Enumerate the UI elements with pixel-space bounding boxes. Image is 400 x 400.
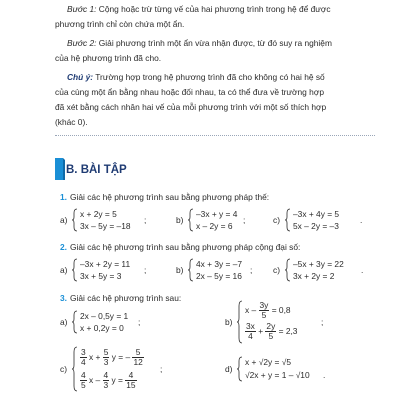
denominator: 15 bbox=[126, 380, 136, 391]
brace-icon bbox=[285, 208, 291, 232]
step1-label: Bước 1: bbox=[67, 4, 97, 14]
exercise-2-number: 2. bbox=[60, 242, 67, 252]
item-tag: b) bbox=[176, 215, 184, 225]
fraction bbox=[132, 348, 143, 367]
intro-note bbox=[55, 70, 375, 130]
item-end: ; bbox=[243, 215, 246, 225]
equation: √2x + y = 1 – √10 bbox=[245, 370, 310, 380]
note-line1: Trường hợp trong hệ phương trình đã cho không có hai hệ số bbox=[93, 72, 325, 82]
exercise-3-prompt bbox=[60, 293, 181, 303]
fraction bbox=[103, 371, 110, 390]
exercise-2-prompt bbox=[60, 242, 300, 252]
item-end: ; bbox=[144, 215, 147, 225]
item-tag: c) bbox=[273, 265, 280, 275]
numerator: 2y bbox=[266, 321, 276, 332]
equation bbox=[80, 346, 144, 369]
term: x – bbox=[245, 305, 257, 315]
item-end: ; bbox=[138, 317, 141, 327]
term: y = bbox=[111, 375, 123, 385]
item-end: ; bbox=[321, 317, 324, 327]
numerator: 5 bbox=[132, 348, 143, 358]
fraction bbox=[125, 371, 136, 390]
item-tag: c) bbox=[60, 364, 67, 374]
denominator: 5 bbox=[81, 380, 86, 391]
numerator: 4 bbox=[125, 371, 136, 381]
note-label: Chú ý: bbox=[67, 72, 94, 82]
exercise-3-text: Giải các hệ phương trình sau: bbox=[70, 293, 182, 303]
intro-step1 bbox=[55, 2, 375, 32]
exercise-2-text: Giải các hệ phương trình sau bằng phương pháp cộng đại số: bbox=[70, 242, 301, 252]
term: + bbox=[258, 326, 264, 336]
equation: 4x + 3y = –7 bbox=[196, 259, 243, 269]
brace-icon bbox=[285, 258, 291, 282]
exercise-2b bbox=[176, 258, 266, 282]
step2-label: Bước 2: bbox=[67, 38, 97, 48]
term: = 0,8 bbox=[271, 305, 291, 315]
numerator: 5 bbox=[103, 347, 109, 358]
exercise-1-text: Giải các hệ phương trình sau bằng phương pháp thế: bbox=[70, 192, 270, 202]
item-end: . bbox=[361, 265, 364, 275]
brace-icon bbox=[72, 258, 78, 282]
equation: –3x + 2y = 11 bbox=[80, 259, 131, 269]
item-end: . bbox=[323, 369, 326, 380]
equation bbox=[245, 321, 297, 342]
denominator: 4 bbox=[81, 357, 86, 368]
denominator: 3 bbox=[103, 357, 109, 368]
fraction bbox=[259, 301, 270, 320]
exercise-3a bbox=[60, 310, 160, 334]
exercise-3d bbox=[225, 356, 335, 382]
brace-icon bbox=[72, 310, 78, 334]
section-divider bbox=[55, 135, 375, 136]
numerator: 3y bbox=[259, 300, 269, 311]
brace-icon bbox=[188, 258, 194, 282]
exercise-1a bbox=[60, 208, 160, 232]
brace-icon bbox=[72, 208, 78, 232]
exercise-2c bbox=[273, 258, 373, 282]
fraction bbox=[80, 348, 87, 367]
numerator: 4 bbox=[103, 370, 109, 381]
exercise-3b bbox=[225, 300, 345, 344]
step2-line2: của hệ phương trình đã cho. bbox=[55, 53, 162, 63]
equation: 5x – 2y = –3 bbox=[293, 221, 339, 231]
section-title: B. BÀI TẬP bbox=[66, 164, 127, 176]
brace-icon bbox=[237, 356, 243, 382]
item-tag: b) bbox=[176, 265, 184, 275]
equation bbox=[245, 300, 297, 321]
step1-line1: Cộng hoặc trừ từng vế của hai phương trình trong hệ để được bbox=[96, 4, 331, 14]
item-end: . bbox=[360, 215, 363, 225]
intro-step2 bbox=[55, 36, 375, 66]
equation: x + 0,2y = 0 bbox=[80, 323, 124, 333]
numerator: 4 bbox=[81, 370, 86, 381]
denominator: 5 bbox=[268, 331, 274, 342]
item-tag: a) bbox=[60, 317, 68, 327]
equation: 3x + 2y = 2 bbox=[293, 271, 335, 281]
item-end: ; bbox=[144, 265, 147, 275]
note-line3: đã xét bằng cách nhân hai vế của mỗi phương trình với một số thích hợp bbox=[55, 102, 327, 112]
equation: x – 2y = 6 bbox=[196, 221, 233, 231]
term: = 2,3 bbox=[278, 326, 298, 336]
section-marker-icon bbox=[55, 158, 65, 182]
fraction bbox=[265, 322, 276, 341]
exercise-1b bbox=[176, 208, 266, 232]
exercise-3-number: 3. bbox=[60, 293, 67, 303]
denominator: 12 bbox=[133, 357, 143, 368]
equation: –5x + 3y = 22 bbox=[293, 259, 344, 269]
item-end: ; bbox=[250, 265, 253, 275]
fraction bbox=[103, 348, 110, 367]
note-line2: của cùng một ẩn bằng nhau hoặc đối nhau, ta có thể đưa về trường hợp bbox=[55, 87, 324, 97]
numerator: 3x bbox=[246, 321, 255, 332]
brace-icon bbox=[237, 300, 243, 344]
brace-icon bbox=[72, 346, 78, 392]
item-tag: a) bbox=[60, 215, 68, 225]
numerator: 3 bbox=[81, 347, 86, 358]
equation: 2x – 5y = 16 bbox=[196, 271, 242, 281]
brace-icon bbox=[188, 208, 194, 232]
equation: 3x – 5y = –18 bbox=[80, 221, 131, 231]
item-tag: c) bbox=[273, 215, 280, 225]
exercise-1c bbox=[273, 208, 368, 232]
exercise-2a bbox=[60, 258, 160, 282]
fraction bbox=[80, 371, 87, 390]
equation: 3x + 5y = 3 bbox=[80, 271, 122, 281]
equation bbox=[80, 369, 144, 392]
denominator: 4 bbox=[248, 331, 253, 342]
equation: x + √2y = √5 bbox=[245, 357, 291, 367]
item-tag: d) bbox=[225, 364, 233, 374]
item-tag: b) bbox=[225, 317, 233, 327]
item-tag: a) bbox=[60, 265, 68, 275]
equation: –3x + y = 4 bbox=[196, 209, 238, 219]
item-end: ; bbox=[160, 364, 163, 374]
term: x – bbox=[89, 375, 101, 385]
denominator: 3 bbox=[103, 380, 109, 391]
exercise-3c bbox=[60, 346, 170, 392]
denominator: 5 bbox=[261, 310, 267, 321]
step2-line1: Giải phương trình một ẩn vừa nhận được, từ đó suy ra nghiệm bbox=[96, 38, 332, 48]
exercise-1-number: 1. bbox=[60, 192, 67, 202]
note-line4: (khác 0). bbox=[55, 117, 88, 127]
equation: –3x + 4y = 5 bbox=[293, 209, 340, 219]
term: y = – bbox=[111, 352, 131, 362]
fraction bbox=[245, 322, 256, 341]
term: x + bbox=[89, 352, 101, 362]
exercise-1-prompt bbox=[60, 192, 269, 202]
step1-line2: phương trình chỉ còn chứa một ẩn. bbox=[55, 19, 185, 29]
equation: 2x – 0,5y = 1 bbox=[80, 311, 129, 321]
equation: x + 2y = 5 bbox=[80, 209, 117, 219]
